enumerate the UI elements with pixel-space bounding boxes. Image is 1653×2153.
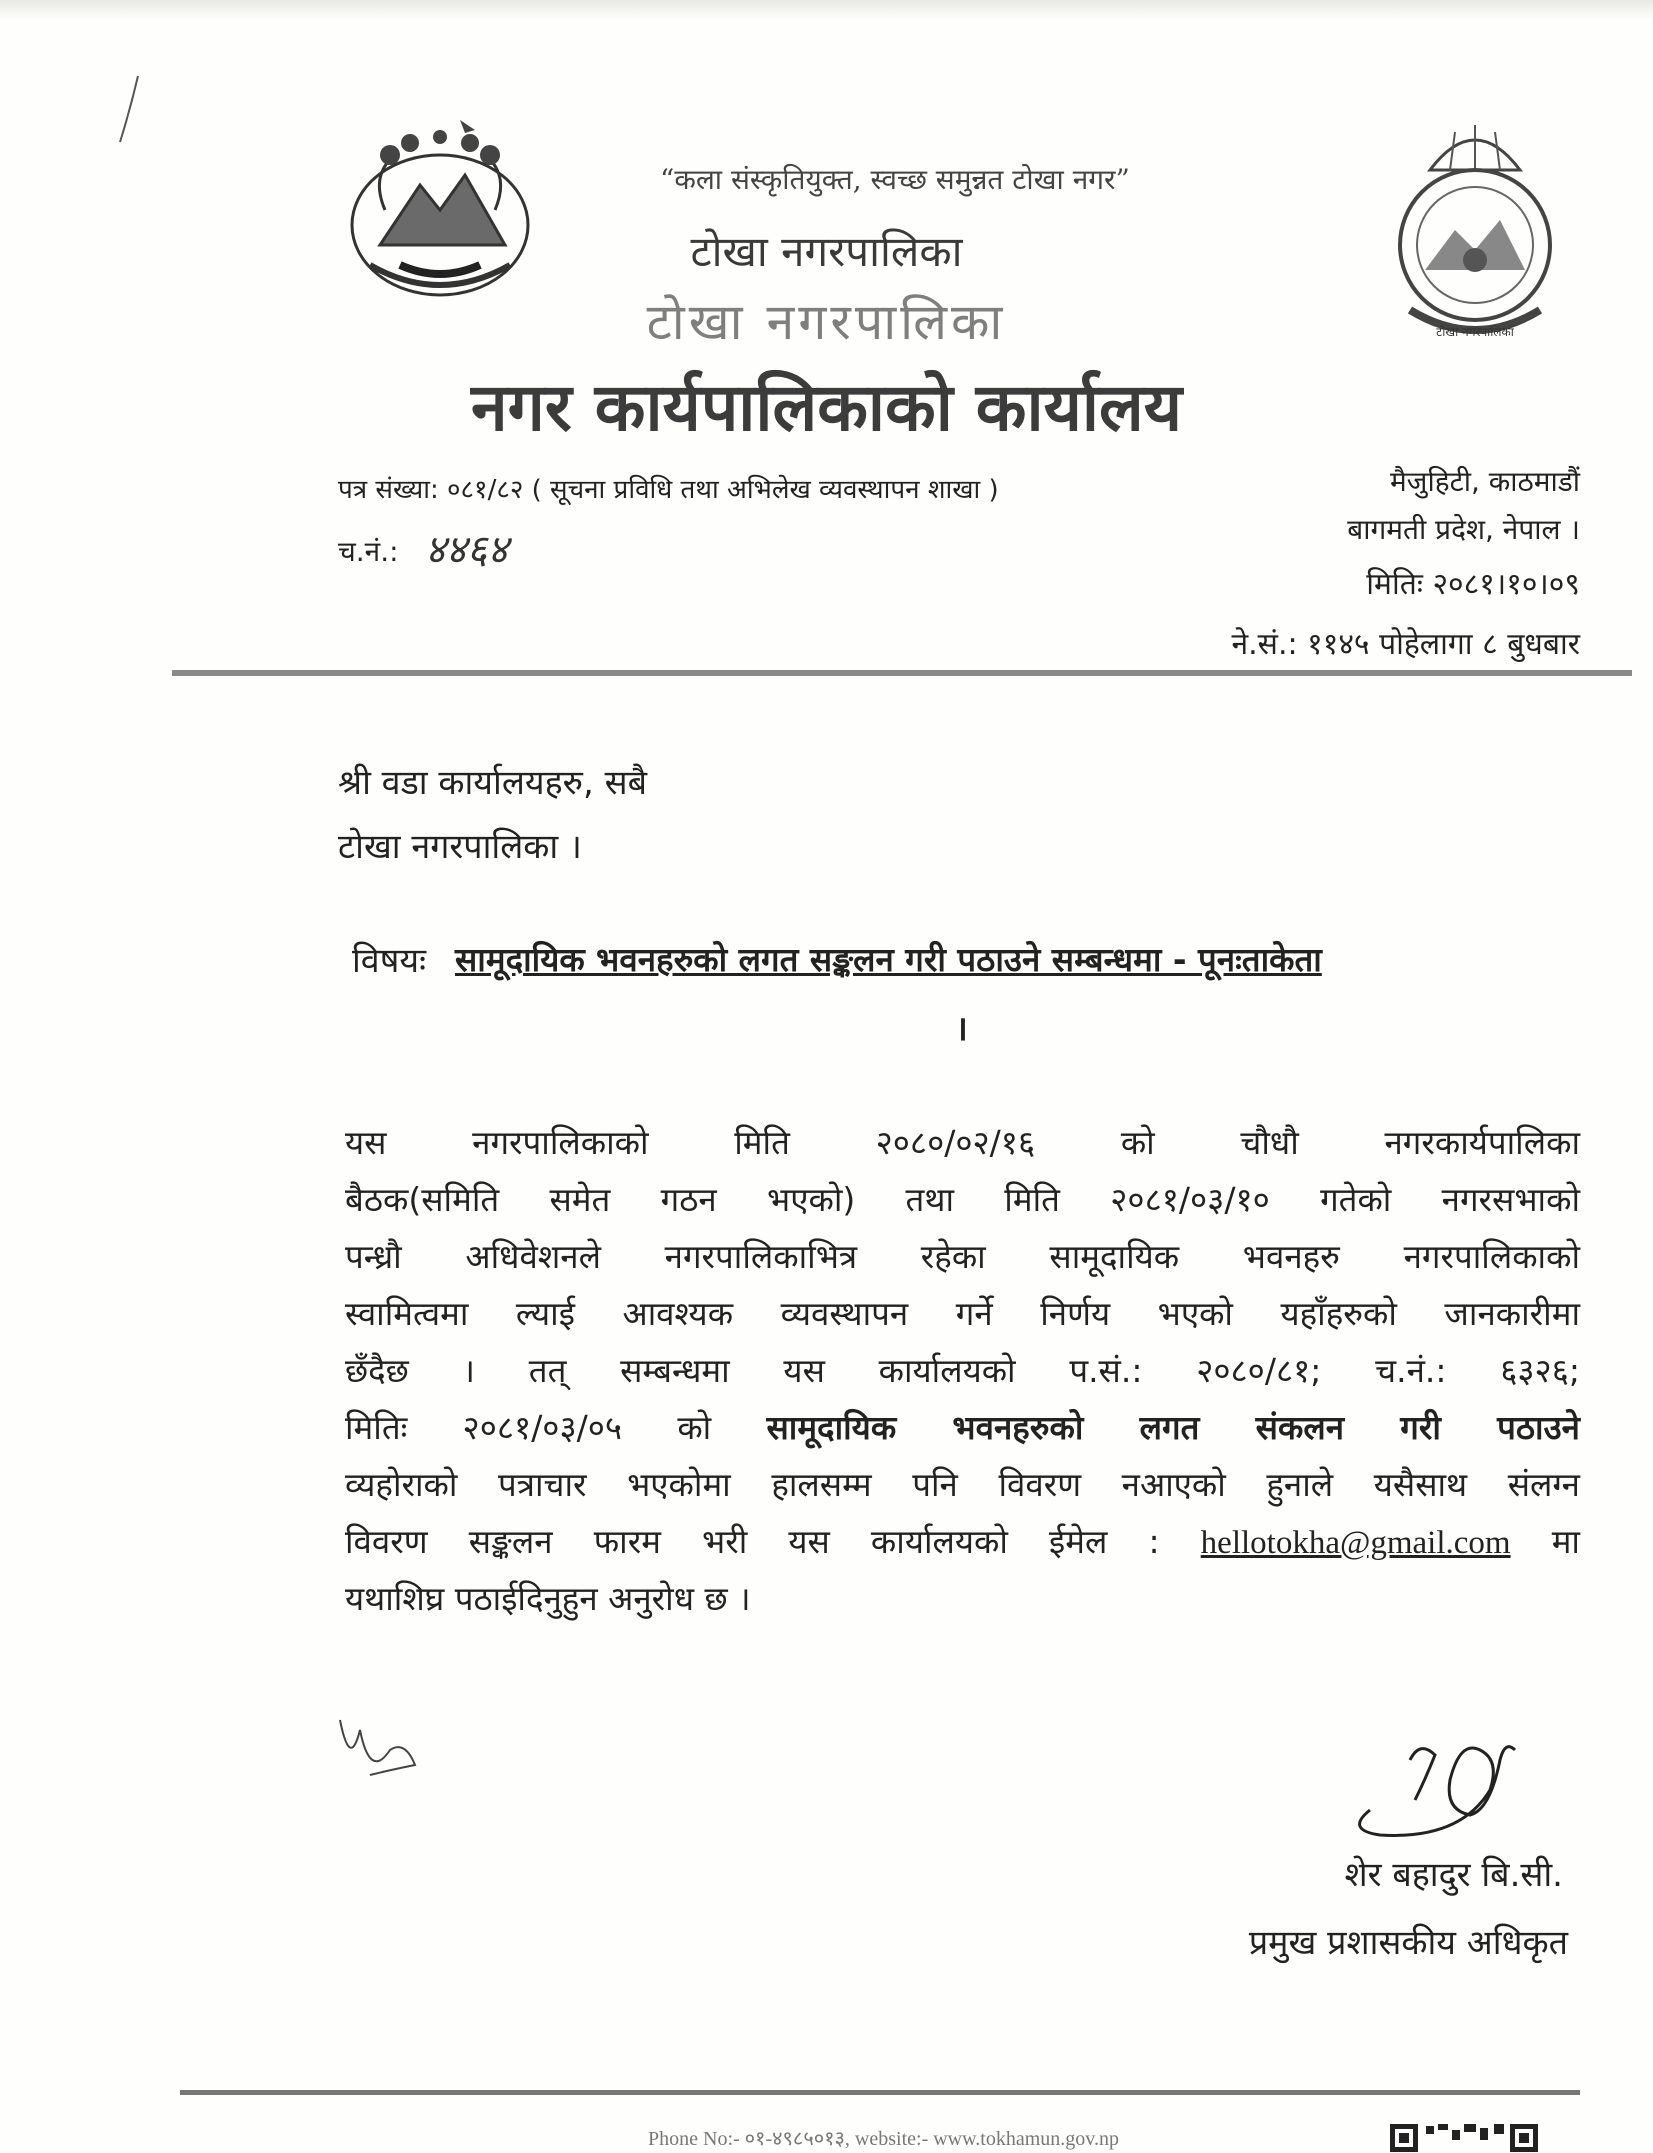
recipient-line-1: श्री वडा कार्यालयहरु, सबै [338, 763, 648, 803]
letter-date: मितिः २०८१।१०।०९ [1366, 567, 1580, 602]
body-line-6-bold: सामूदायिक भवनहरुको लगत संकलन गरी पठाउने [766, 1408, 1581, 1447]
address-line-2: बागमती प्रदेश, नेपाल । [1347, 513, 1580, 546]
dispatch-number-handwritten: ४४६४ [425, 527, 509, 573]
pen-mark [110, 70, 150, 150]
slogan: “कला संस्कृतियुक्त, स्वच्छ समुन्नत टोखा नगर” [660, 163, 1130, 196]
body-line-8-text: विवरण सङ्कलन फारम भरी यस कार्यालयको ईमेल : [345, 1522, 1201, 1561]
body-line-2: बैठक(समिति समेत गठन भएको) तथा मिति २०८१/०३/१० गतेको नगरसभाको [345, 1180, 1580, 1219]
subject-label: विषयः [352, 941, 426, 981]
dispatch-label: च.नं.: [338, 535, 399, 568]
header-divider [172, 670, 1632, 676]
footer-contact: Phone No:- ०१-४९८५०१३, website:- www.tokhamun.gov.np [648, 2128, 1119, 2150]
body-line-3: पन्ध्रौ अधिवेशनले नगरपालिकाभित्र रहेका सामूदायिक भवनहरु नगरपालिकाको [345, 1237, 1580, 1276]
municipality-name: टोखा नगरपालिका [690, 227, 963, 276]
body-line-7: व्यहोराको पत्राचार भएकोमा हालसम्म पनि विवरण नआएको हुनाले यसैसाथ संलग्न [345, 1465, 1580, 1504]
nepal-sambat-date: ने.सं.: ११४५ पोहेलागा ८ बुधबार [1231, 627, 1580, 662]
footer-divider [180, 2090, 1580, 2095]
address-line-1: मैजुहिटी, काठमाडौं [1389, 465, 1580, 498]
recipient-line-2: टोखा नगरपालिका । [338, 827, 582, 867]
body-line-6-text: मितिः २०८१/०३/०५ को [345, 1408, 767, 1447]
municipality-stamp: टोखा नगरपालिका [646, 293, 1007, 351]
body-line-6 [345, 1405, 1580, 1451]
body-line-8-end: मा [1510, 1522, 1580, 1561]
body-line-9: यथाशिघ्र पठाईदिनुहुन अनुरोध छ । [345, 1579, 751, 1618]
body-line-1: यस नगरपालिकाको मिति २०८०/०२/१६ को चौधौ नगरकार्यपालिका [345, 1123, 1580, 1162]
signature [1340, 1720, 1530, 1850]
office-title: नगर कार्यपालिकाको कार्यालय [471, 369, 1182, 446]
body-line-8 [345, 1519, 1580, 1566]
body-line-4: स्वामित्वमा ल्याई आवश्यक व्यवस्थापन गर्ने निर्णय भएको यहाँहरुको जानकारीमा [345, 1294, 1580, 1333]
subject-end-mark: । [955, 1009, 968, 1049]
nepal-emblem-icon [340, 115, 540, 315]
body-line-5: छँदैछ । तत् सम्बन्धमा यस कार्यालयको प.सं.: २०८०/८१; च.नं.: ६३२६; [345, 1351, 1580, 1390]
subject-text: सामूदायिक भवनहरुको लगत सङ्कलन गरी पठाउने सम्बन्धमा - पूनःताकेता [455, 940, 1322, 979]
logo-caption: टोखा नगरपालिका [1436, 325, 1514, 339]
initial-scribble [330, 1710, 430, 1790]
email-link[interactable]: hellotokha@gmail.com [1200, 1525, 1511, 1561]
letter-number: पत्र संख्या: ०८१/८२ ( सूचना प्रविधि तथा अभिलेख व्यवस्थापन शाखा ) [338, 475, 999, 505]
signatory-name: शेर बहादुर बि.सी. [1344, 1855, 1563, 1895]
signatory-designation: प्रमुख प्रशासकीय अधिकृत [1248, 1923, 1568, 1963]
scan-shadow [0, 0, 1653, 20]
qr-code-icon [1390, 2122, 1550, 2153]
